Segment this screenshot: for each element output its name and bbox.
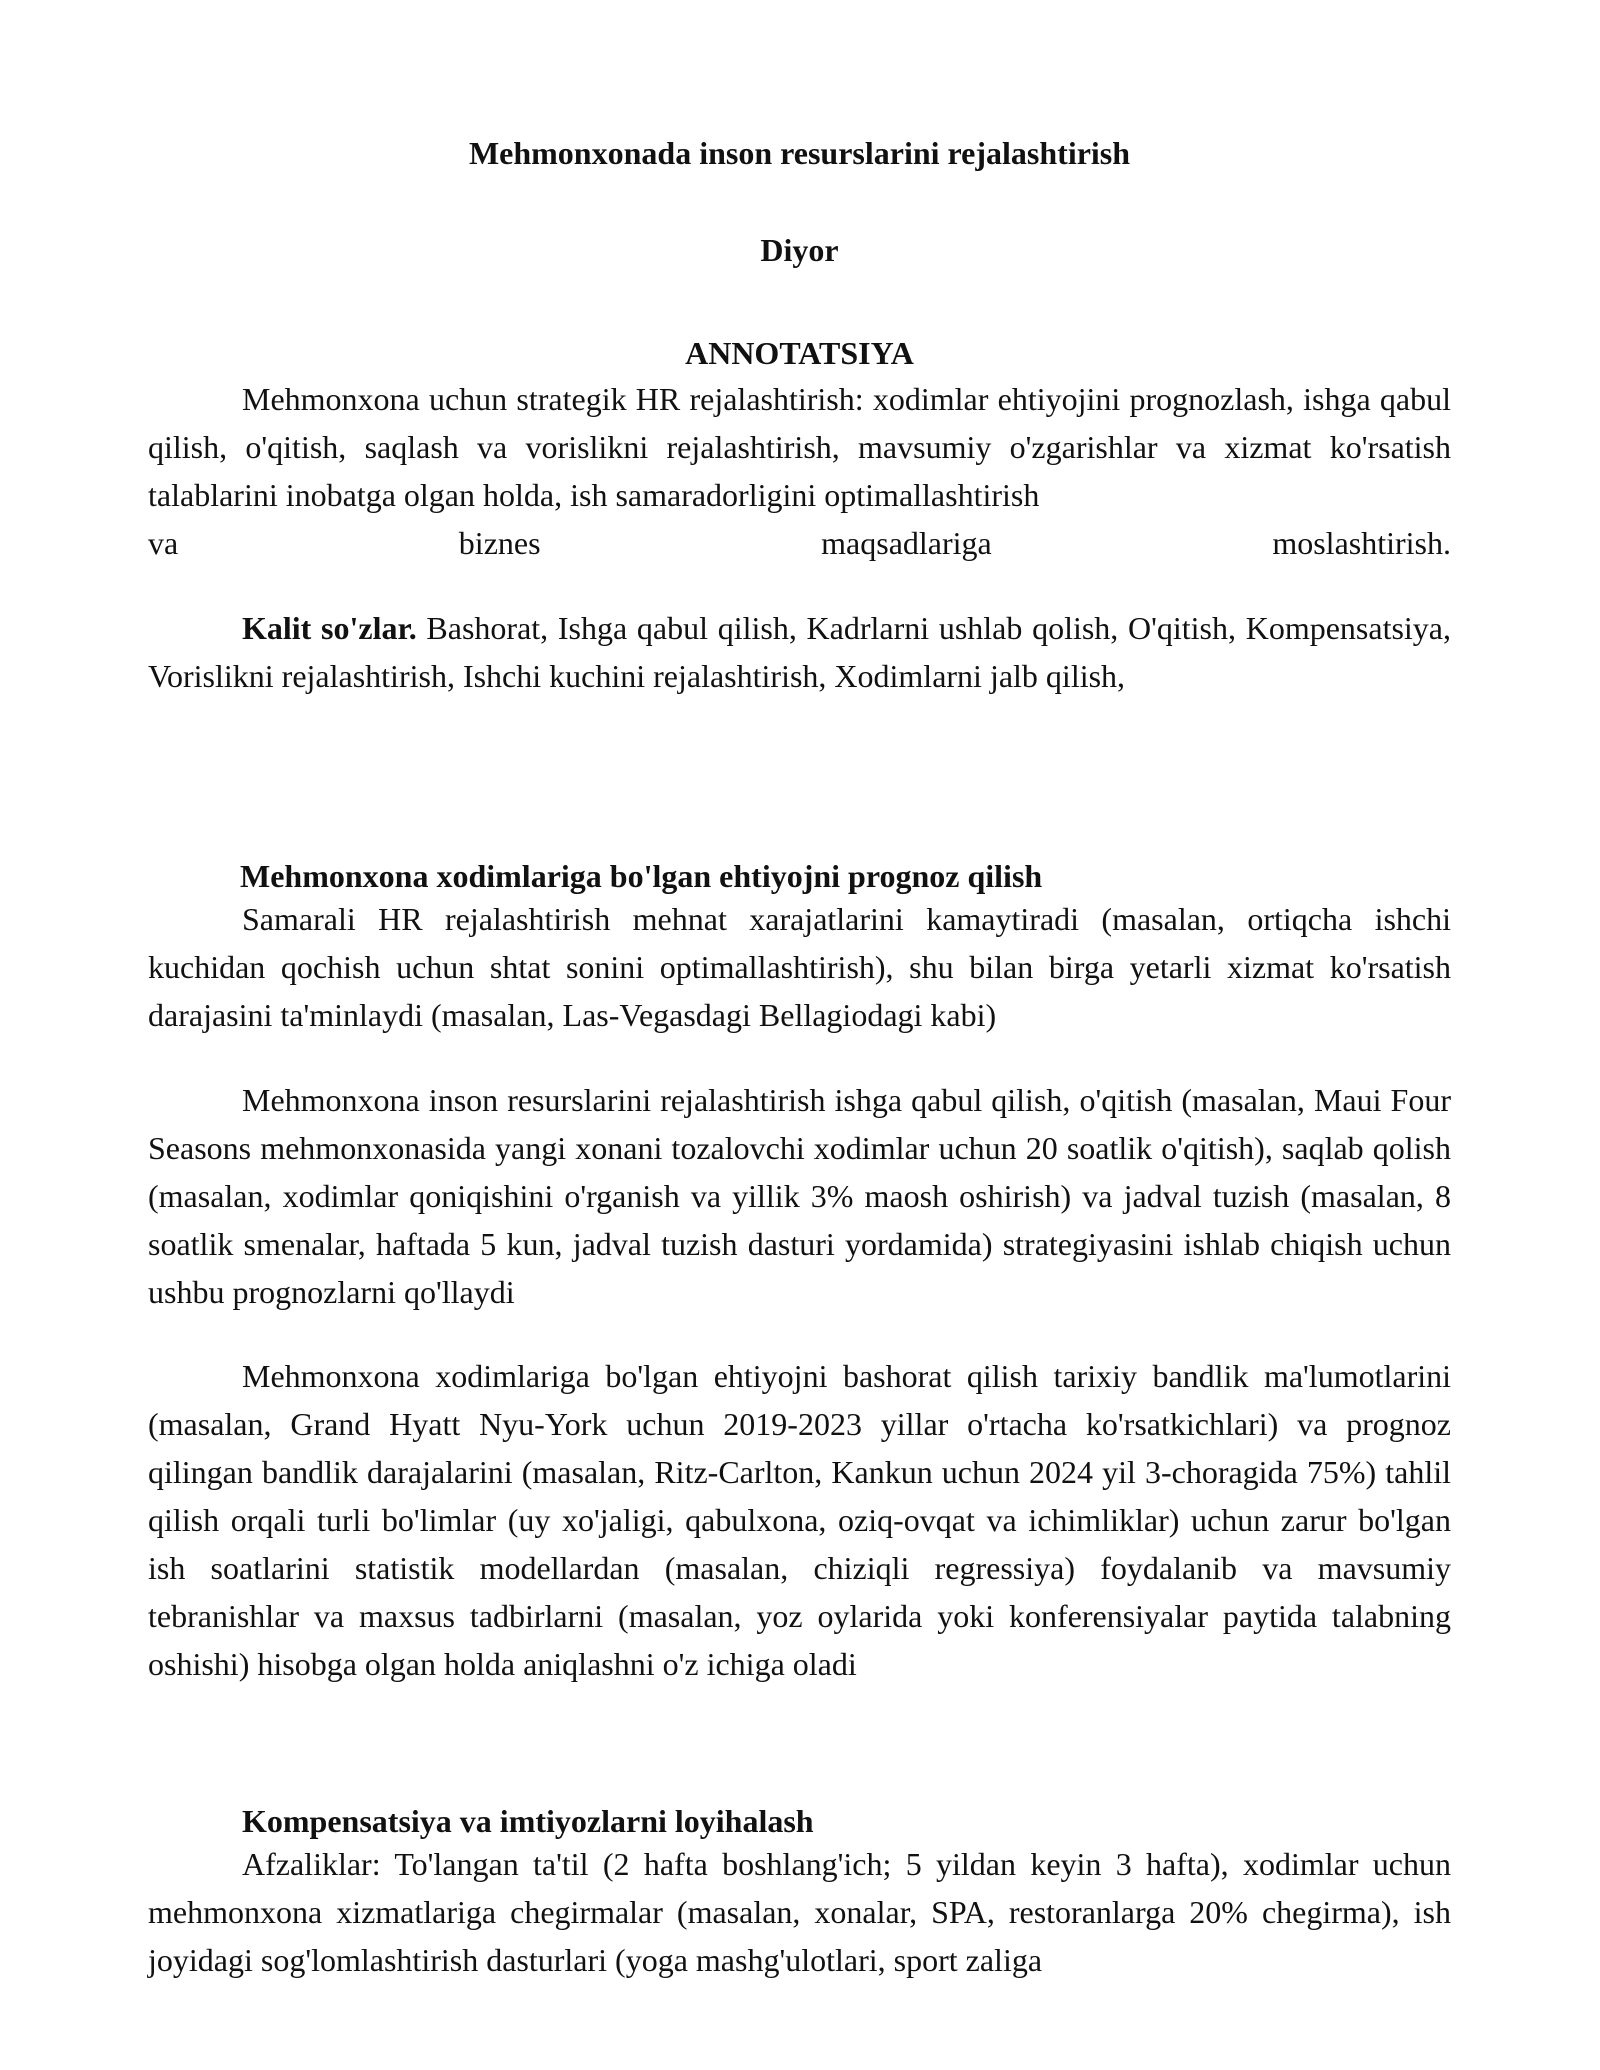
body-paragraph: Samarali HR rejalashtirish mehnat xarajatlarini kamaytiradi (masalan, ortiqcha ishchi kuchidan qochish uchun shtat sonini optimallashtirish), shu bilan birga yetarli xizmat ko'rsatish darajasini ta'minlaydi (masalan, Las-Vegasdagi Bellagiodagi kabi) bbox=[148, 901, 1451, 1033]
keywords-label: Kalit so'zlar. bbox=[242, 610, 417, 646]
annotation-last-word: biznes bbox=[458, 525, 541, 561]
section-heading: Kompensatsiya va imtiyozlarni loyihalash bbox=[242, 1803, 814, 1839]
paper-title: Mehmonxonada inson resurslarini rejalashtirish bbox=[468, 135, 1131, 171]
section-heading: Mehmonxona xodimlariga bo'lgan ehtiyojni prognoz qilish bbox=[240, 858, 1043, 894]
annotation-last-word: moslashtirish. bbox=[1272, 525, 1451, 561]
annotation-last-word: maqsadlariga bbox=[821, 525, 992, 561]
keywords-list: Bashorat, Ishga qabul qilish, Kadrlarni ushlab qolish, O'qitish, Kompensatsiya, Vorislikni rejalashtirish, Ishchi kuchini rejalashtirish, Xodimlarni jalb qilish, bbox=[148, 610, 1452, 694]
keywords-paragraph bbox=[148, 604, 1451, 700]
author-name: Diyor bbox=[760, 232, 839, 268]
body-paragraph: Mehmonxona xodimlariga bo'lgan ehtiyojni bashorat qilish tarixiy bandlik ma'lumotlarini (masalan, Grand Hyatt Nyu-York uchun 2019-2023 yillar o'rtacha ko'rsatkichlari) va prognoz qilingan bandlik darajalarini (masalan, Ritz-Carlton, Kankun uchun 2024 yil 3-choragida 75%) tahlil qilish orqali turli bo'limlar (uy xo'jaligi, qabulxona, oziq-ovqat va ichimliklar) uchun zarur bo'lgan ish soatlarini statistik modellardan (masalan, chiziqli regressiya) foydalanib va mavsumiy tebranishlar va maxsus tadbirlarni (masalan, yoz oylarida yoki konferensiyalar paytida talabning oshishi) hisobga olgan holda aniqlashni o'z ichiga oladi bbox=[148, 1358, 1451, 1682]
body-paragraph: Mehmonxona inson resurslarini rejalashtirish ishga qabul qilish, o'qitish (masalan, Maui Four Seasons mehmonxonasida yangi xonani tozalovchi xodimlar uchun 20 soatlik o'qitish), saqlab qolish (masalan, xodimlar qoniqishini o'rganish va yillik 3% maosh oshirish) va jadval tuzish (masalan, 8 soatlik smenalar, haftada 5 kun, jadval tuzish dasturi yordamida) strategiyasini ishlab chiqish uchun ushbu prognozlarni qo'llaydi bbox=[148, 1082, 1451, 1310]
annotation-last-line bbox=[148, 519, 1451, 567]
body-paragraph: Afzaliklar: To'langan ta'til (2 hafta boshlang'ich; 5 yildan keyin 3 hafta), xodimlar uchun mehmonxona xizmatlariga chegirmalar (masalan, xonalar, SPA, restoranlarga 20% chegirma), ish joyidagi sog'lomlashtirish dasturlari (yoga mashg'ulotlari, sport zaliga bbox=[148, 1846, 1451, 1978]
annotation-last-word: va bbox=[148, 525, 179, 561]
annotation-paragraph bbox=[148, 375, 1451, 567]
annotation-heading: ANNOTATSIYA bbox=[685, 335, 914, 371]
annotation-text: Mehmonxona uchun strategik HR rejalashtirish: xodimlar ehtiyojini prognozlash, ishga qabul qilish, o'qitish, saqlash va vorislikni rejalashtirish, mavsumiy o'zgarishlar va xizmat ko'rsatish talablarini inobatga olgan holda, ish samaradorligini optimallashtirish bbox=[148, 381, 1451, 513]
